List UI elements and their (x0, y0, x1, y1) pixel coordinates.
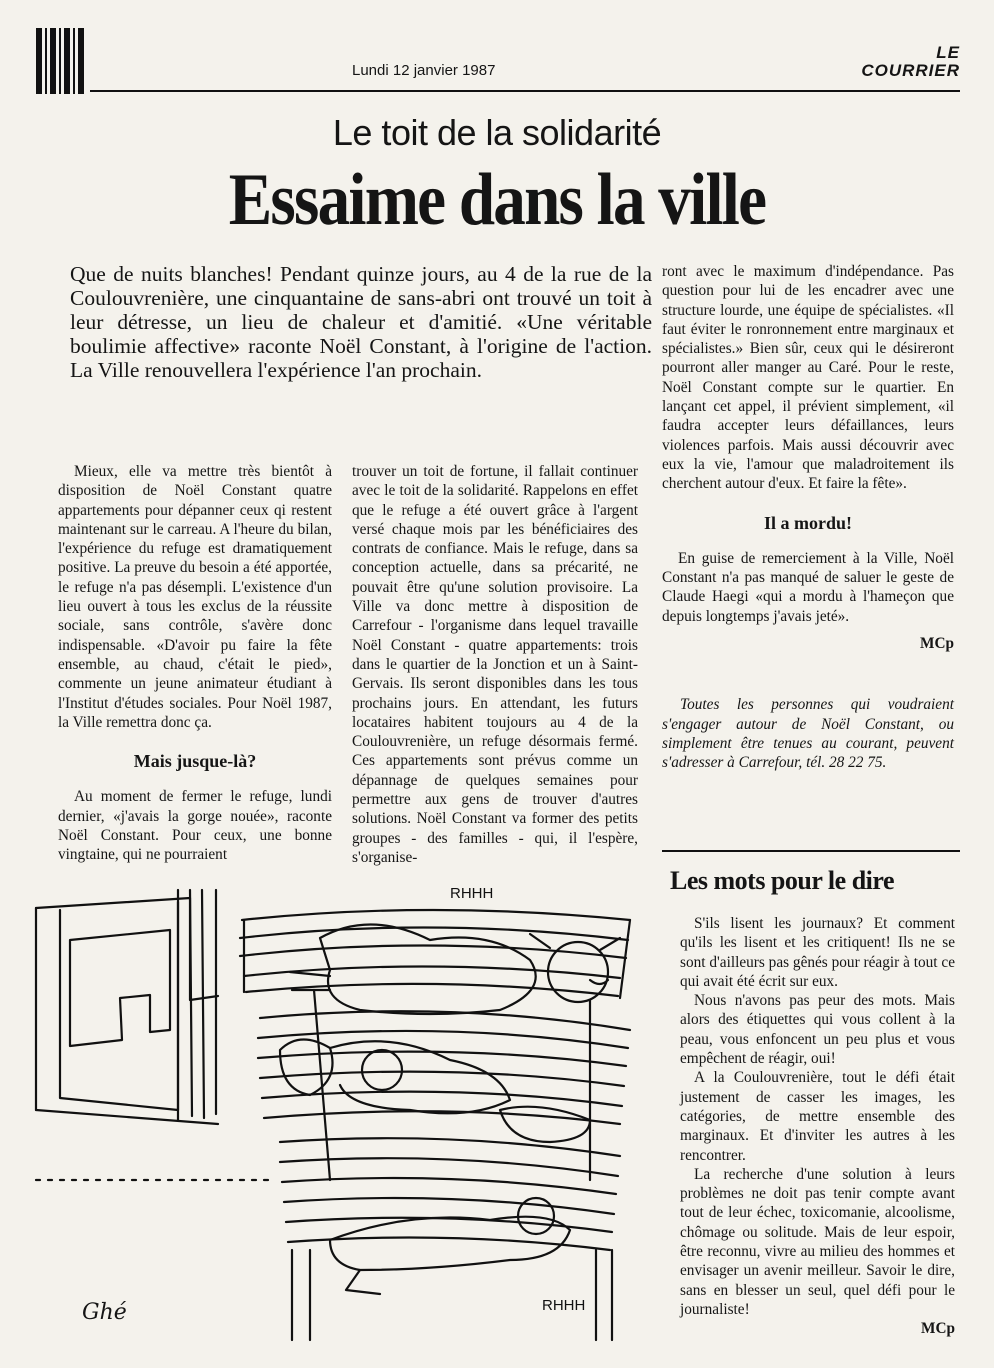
article-column-3 (662, 262, 954, 773)
paragraph: Toutes les personnes qui voudraient s'engager autour de Noël Constant, ou simplement être tenues au courant, peuvent s'adresser à Carrefour, tél. 28 22 75. (662, 696, 954, 772)
article-column-2 (352, 462, 638, 867)
author-signature: MCp (921, 1320, 955, 1338)
paragraph: Mieux, elle va mettre très bientôt à disposition de Noël Constant quatre appartements pour dépanner ceux qi restent maintenant sur le carreau. A l'heure du bilan, l'expérience du refuge est dramatiquement positive. La preuve du besoin a été apportée, le refuge n'a pas désempli. L'existence d'un lieu ouvert à tous les exclus de la réussite sociale, sans contrôle, s'avère donc indispensable. «D'avoir pu faire la fête ensemble, au chaud, c'était le pied», commente un jeune animateur étudiant à l'Institut d'études sociales. Pour Noël 1987, la Ville remettra donc ça. (58, 463, 332, 731)
article-lead: Que de nuits blanches! Pendant quinze jours, au 4 de la rue de la Coulouvrenière, une cinquantaine de sans-abri ont trouvé un toit à leur détresse, un lieu de chaleur et d'amitié. «Une véritable boulimie affective» raconte Noël Constant, à l'origine de l'action. La Ville renouvellera l'expérience l'an prochain. (70, 262, 652, 382)
snore-text-bottom: RHHH (542, 1297, 586, 1314)
article-column-1 (58, 462, 332, 865)
logo-line-1: LE (936, 43, 960, 62)
sidebar-rule (662, 850, 960, 852)
masthead-bars (36, 28, 88, 94)
subheading: Il a mordu! (763, 512, 852, 533)
paragraph: S'ils lisent les journaux? Et comment qu'ils les lisent et les critiquent! Ils ne se sont d'ailleurs pas gênés pour réagir à tout ce qui avait été écrit sur eux. (680, 915, 955, 990)
paragraph: Nous n'avons pas peur des mots. Mais alors des étiquettes qui vous collent à la peau, vous enfoncent un peu plus et vous empêchent de réagir, oui! (680, 992, 955, 1068)
snore-text-top: RHHH (450, 885, 494, 902)
paragraph: ront avec le maximum d'indépendance. Pas question pour lui de les encadrer avec une structure lourde, une équipe de spécialistes. «Il faut éviter le ronronnement entre marginaux et spécialistes.» Bien sûr, ceux qui le désireront pourront aller manger au Caré. Pour le reste, Noël Constant compte sur le quartier. En lançant cet appel, il prévient simplement, «il faudra accepter leurs défaillances, leurs violences parfois. Mais aussi découvrir avec eux la vie, l'amour que maladroitement ils cherchent autour d'eux. Et faire la fête». (662, 263, 954, 493)
paragraph: A la Coulouvrenière, tout le défi était justement de casser les images, les catégories, de mettre ensemble des marginaux. Et d'inviter les autres à les rencontrer. (680, 1069, 955, 1164)
contact-note (662, 695, 954, 772)
logo-line-2: COURRIER (861, 61, 960, 80)
masthead-rule (90, 90, 960, 92)
article-kicker: Le toit de la solidarité (332, 112, 662, 153)
paragraph: La recherche d'une solution à leurs problèmes ne doit pas tenir compte avant tout de leur échec, toxicomanie, alcoolisme, chômage ou solitude. Mais de leur espoir, être reconnu, vivre au milieu des hommes et envisager un avenir meilleur. Savoir le dire, sans en blesser un seul, quel défi pour le journaliste! (680, 1165, 955, 1318)
cartoon-drawing (30, 880, 660, 1350)
sidebar-text (680, 914, 955, 1339)
issue-date: Lundi 12 janvier 1987 (352, 62, 496, 79)
paragraph: Au moment de fermer le refuge, lundi dernier, «j'avais la gorge nouée», raconte Noël Constant. Pour ceux, une bonne vingtaine, qui ne pourraient (58, 788, 332, 864)
cartoon-illustration (30, 880, 660, 1350)
paragraph: trouver un toit de fortune, il fallait continuer avec le toit de la solidarité. Rappelons en effet que le refuge a été ouvert grâce à l'argent versé chaque mois par les bénéficiaires des contrats de confiance. Mais le refuge, dans sa conception actuelle, dans sa précarité, ne pouvait être qu'une solution provisoire. La Ville va donc mettre à disposition de Carrefour - l'organisme dans lequel travaille Noël Constant - quatre appartements: trois dans le quartier de la Jonction et un à Saint-Gervais. Ils seront disponibles dans les tous prochains jours. En attendant, les futurs locataires habitent toujours au 4 de la Coulouvrenière, un refuge désormais fermé. Ces appartements sont prévus comme un dépannage de quelques semaines pour permettre aux gens de trouver d'autres solutions. Noël Constant va former des petits groupes - des familles - qui, il l'espère, s'organise- (352, 463, 638, 866)
subheading: Mais jusque-là? (133, 751, 257, 772)
author-signature: MCp (920, 635, 954, 653)
article-headline: Essaime dans la ville (228, 159, 766, 241)
newspaper-logo (832, 44, 960, 80)
sidebar-title: Les mots pour le dire (670, 866, 894, 895)
artist-signature: Ghé (82, 1300, 127, 1325)
paragraph: En guise de remerciement à la Ville, Noël Constant n'a pas manqué de saluer le geste de Claude Haegi «qui a mordu à l'hameçon que depuis longtemps j'avais jeté». (662, 549, 954, 625)
